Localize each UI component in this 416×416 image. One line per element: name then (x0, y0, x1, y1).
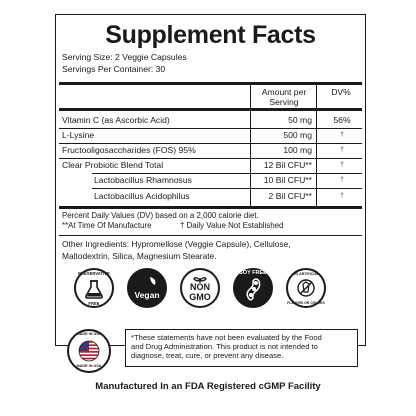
nutrient-dv: † (340, 147, 344, 153)
badge-label: FREE (88, 301, 100, 306)
servings-per-container: Servings Per Container: 30 (62, 64, 166, 74)
nutrient-name: Lactobacillus Acidophilus (94, 191, 190, 201)
disclaimer-line: *These statements have not been evaluated by the Food (131, 333, 322, 342)
footnote-asterisk: **At Time Of Manufacture (62, 221, 152, 230)
nutrient-amount: 100 mg (283, 145, 312, 155)
disclaimer-line: diagnose, treat, cure, or prevent any disease. (131, 351, 284, 361)
row-divider (59, 158, 362, 159)
footer-text: Manufactured In an FDA Registered cGMP Facility (95, 381, 321, 392)
nutrient-amount: 50 mg (288, 115, 312, 125)
nutrient-dv: † (340, 162, 344, 168)
vegan-badge (127, 268, 167, 308)
divider-thick (59, 206, 362, 209)
badge-label: MADE IN USA (76, 364, 102, 368)
footnote-dv: Percent Daily Values (DV) based on a 2,000 calorie diet. (62, 211, 259, 220)
nutrient-dv: † (340, 193, 344, 199)
nutrient-name: Clear Probiotic Blend Total (62, 160, 164, 170)
ingredients-line: Maltodextrin, Silica, Magnesium Stearate. (62, 251, 217, 261)
badge-label: GMO (189, 292, 211, 302)
disclaimer-line: and Drug Administration. This product is not intended to (131, 342, 318, 352)
serving-size: Serving Size: 2 Veggie Capsules (62, 52, 187, 62)
row-divider (59, 235, 362, 236)
header-dv: DV% (331, 87, 351, 97)
badge-label: NON (190, 282, 210, 292)
ingredients-line: Other Ingredients: Hypromellose (Veggie Capsule), Cellulose, (62, 239, 291, 249)
nutrient-amount: 2 Bil CFU** (268, 191, 312, 201)
nutrient-amount: 10 Bil CFU** (263, 175, 312, 185)
nutrient-name: Fructooligosaccharides (FOS) 95% (62, 145, 196, 155)
row-divider (92, 173, 362, 174)
row-divider (92, 188, 362, 189)
panel-title: Supplement Facts (105, 21, 316, 49)
footnote-dagger: † Daily Value Not Established (180, 221, 284, 230)
nutrient-dv: 56% (333, 115, 351, 125)
nutrient-amount: 12 Bil CFU** (263, 160, 312, 170)
header-amount: Amount per Serving (261, 87, 307, 107)
nutrient-name: Vitamin C (as Ascorbic Acid) (62, 115, 170, 125)
divider-thick (59, 108, 362, 111)
fda-disclaimer (125, 329, 358, 367)
badge-label: SOY FREE (239, 270, 267, 276)
row-divider (59, 128, 362, 129)
badge-label: PRESERVATIVE (78, 271, 110, 276)
badge-label: Vegan (134, 290, 160, 300)
nutrient-dv: † (340, 132, 344, 138)
badge-label: NO ARTIFICIAL (292, 272, 320, 276)
badge-label: MADE IN USA (76, 332, 102, 336)
nutrient-name: L-Lysine (62, 130, 95, 140)
row-divider (59, 143, 362, 144)
nutrient-dv: † (340, 177, 344, 183)
nutrient-name: Lactobacillus Rhamnosus (94, 175, 192, 185)
badge-label: FLAVORS OR COLORS (287, 301, 325, 305)
nutrient-amount: 500 mg (283, 130, 312, 140)
